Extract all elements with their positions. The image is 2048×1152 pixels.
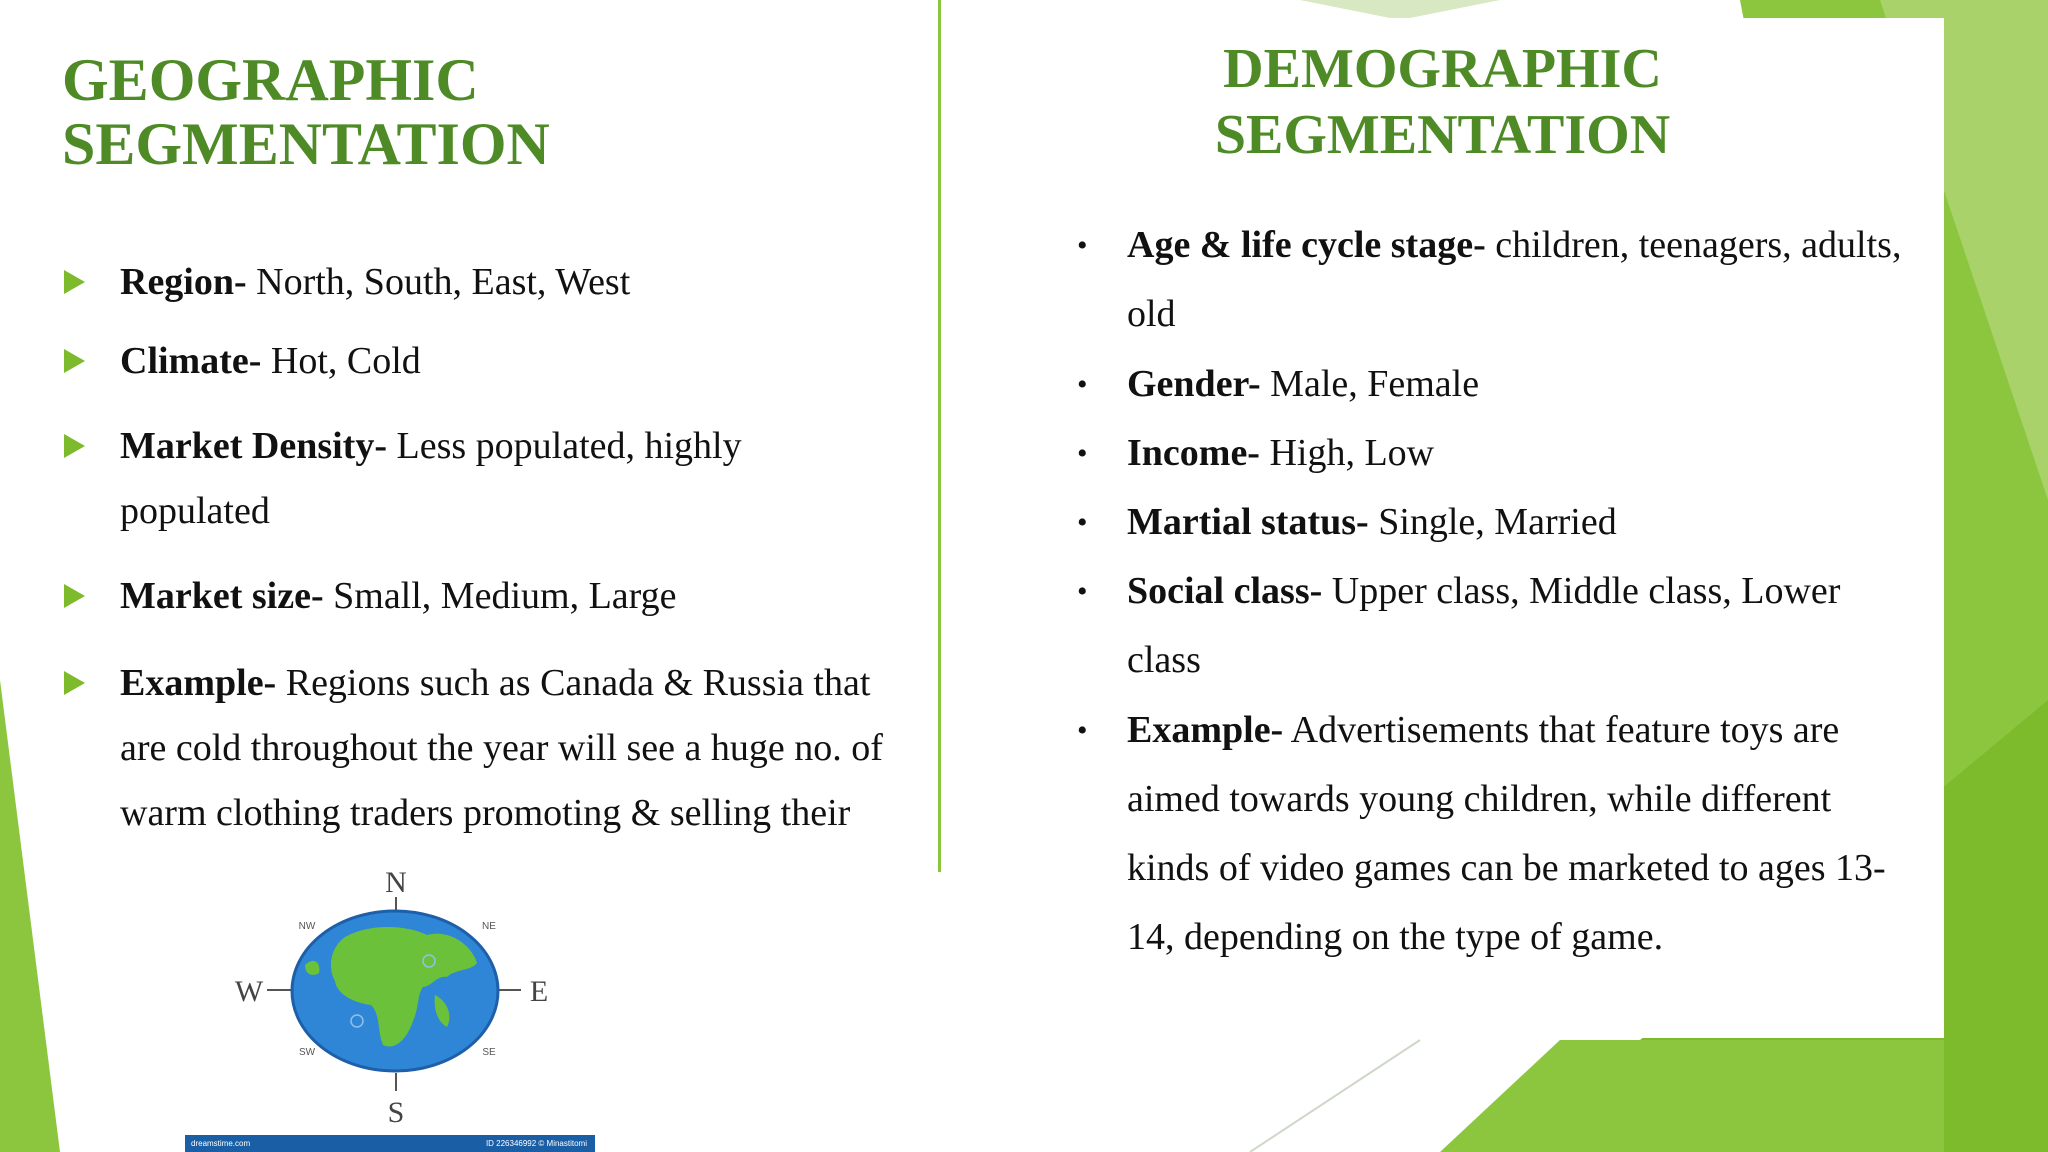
demographic-title-line2: SEGMENTATION [1214,104,1671,166]
bullet-climate [120,329,900,394]
geographic-title [62,48,550,176]
bullet-label: Social class- [1127,570,1323,612]
bullet-market-density [120,414,760,544]
bullet-label: Gender- [1127,363,1261,405]
demographic-title [941,36,1944,168]
bullet-text: Single, Married [1368,501,1617,543]
bullet-martial-status [1077,488,1917,557]
bullet-label: Example- [1127,709,1284,751]
geographic-title-line2: SEGMENTATION [62,111,550,177]
bullet-market-size [120,564,900,629]
bullet-label: Market size- [120,575,324,617]
bullet-social-class [1077,557,1917,695]
compass-north-label: N [385,866,407,899]
bullet-income [1077,419,1917,488]
bullet-dot-icon: • [1077,506,1088,539]
globe-icon [185,845,595,1135]
watermark-bar [185,1135,595,1152]
compass-globe-image [185,845,595,1152]
bullet-label: Climate- [120,340,262,382]
arrow-bullet-icon [64,584,85,608]
bullet-label: Example- [120,662,277,704]
bullet-age-life-cycle [1077,211,1917,349]
arrow-bullet-icon [64,671,85,695]
slide-divider [938,0,941,872]
demographic-slide [941,18,1944,1038]
bullet-text: High, Low [1259,432,1435,474]
bullet-text: Hot, Cold [261,340,421,382]
arrow-bullet-icon [64,349,85,373]
compass-sw-label: SW [298,1047,316,1058]
compass-west-label: W [234,975,264,1008]
bullet-text: Less populated, highly populated [120,425,742,532]
bullet-example [120,651,900,846]
bullet-label: Martial status- [1127,501,1369,543]
bullet-dot-icon: • [1077,714,1088,747]
compass-ne-label: NE [482,921,496,932]
bullet-gender [1077,350,1917,419]
bullet-label: Income- [1127,432,1260,474]
bullet-dot-icon: • [1077,368,1088,401]
bullet-text: Male, Female [1260,363,1480,405]
compass-se-label: SE [482,1047,496,1058]
compass-east-label: E [529,975,549,1008]
arrow-bullet-icon [64,270,85,294]
arrow-bullet-icon [64,434,85,458]
bullet-dot-icon: • [1077,437,1088,470]
bullet-text: Small, Medium, Large [323,575,677,617]
bullet-text: children, teenagers, adults, old [1127,224,1902,335]
bullet-text: Upper class, Middle class, Lower class [1127,570,1841,681]
geographic-title-line1: GEOGRAPHIC [62,47,479,113]
bullet-dot-icon: • [1077,575,1088,608]
bullet-label: Region- [120,261,247,303]
compass-south-label: S [387,1096,405,1129]
watermark-left: dreamstime.com [191,1139,251,1148]
compass-nw-label: NW [298,921,316,932]
bullet-text: North, South, East, West [246,261,631,303]
bullet-label: Age & life cycle stage- [1127,224,1486,266]
bullet-label: Market Density- [120,425,387,467]
bullet-text: Advertisements that feature toys are aimed towards young children, while different kinds of video games can be marketed to ages 13-14, depending on the type of game. [1127,709,1886,958]
watermark-right: ID 226346992 © Minastitomi [485,1139,587,1148]
bullet-example [1077,696,1917,972]
bullet-text: Regions such as Canada & Russia that are cold throughout the year will see a huge no. of warm clothing traders promoting & selling their [120,662,883,834]
bullet-region [120,250,900,315]
demographic-title-line1: DEMOGRAPHIC [1223,38,1662,100]
bullet-dot-icon: • [1077,229,1088,262]
